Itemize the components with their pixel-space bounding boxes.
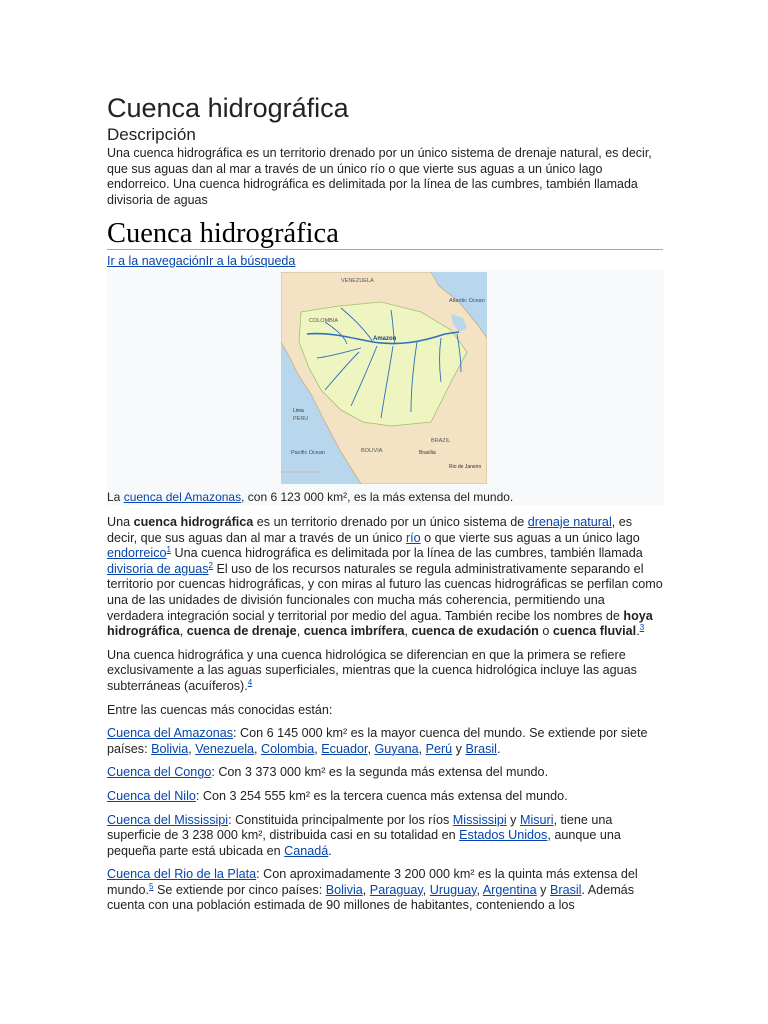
link-brasil[interactable]: Brasil: [465, 741, 497, 756]
link-ecuador[interactable]: Ecuador: [321, 741, 368, 756]
article-title: Cuenca hidrográfica: [107, 216, 663, 250]
link-cuenca-plata[interactable]: Cuenca del Rio de la Plata: [107, 867, 257, 882]
map-label-brazil: BRAZIL: [431, 438, 451, 444]
ref-1[interactable]: 1: [166, 545, 171, 554]
map-label-peru: PERU: [293, 416, 309, 422]
list-item-amazonas: Cuenca del Amazonas: Con 6 145 000 km² es la mayor cuenca del mundo. Se extiende por siete países: Bolivia, Venezuela, Colombia, Ecuador, Guyana, Perú y Brasil.: [107, 726, 648, 756]
link-plata-brasil[interactable]: Brasil: [549, 882, 582, 897]
paragraph-intro: Una cuenca hidrográfica es un territorio drenado por un único sistema de drenaje natural, es decir, que sus aguas dan al mar a través de un único río o que vierte sus aguas a un único lago endorreico$^1$ Una cuenca hidrográfica es delimitada por la línea de las cumbres, también llamada divisoria de aguas$^2$ El uso de los recursos naturales se regula administrativamente separando el territorio por cuencas hidrográficas, y con miras al futuro las cuencas hidrográficas se perfilan como una de las unidades de división funcionales con mucha más coherencia, permitiendo una verdadera integración social y territorial por medio del agua. También recibe los nombres de hoya hidrográfica, cuenca de drenaje, cuenca imbrífera, cuenca de exudación o cuenca fluvial.$^3$: [107, 515, 663, 639]
map-label-bolivia: BOLIVIA: [361, 448, 383, 454]
link-cuenca-congo[interactable]: Cuenca del Congo: [107, 765, 212, 780]
ref-2[interactable]: 2: [208, 560, 213, 570]
list-item-congo: Cuenca del Congo: Con 3 373 000 km² es la segunda más extensa del mundo.: [107, 765, 549, 780]
map-label-brasilia: Brasília: [419, 450, 436, 456]
link-bolivia[interactable]: Bolivia: [151, 741, 189, 756]
link-estados-unidos[interactable]: Estados Unidos: [459, 828, 548, 843]
link-misuri[interactable]: Misuri: [519, 812, 554, 827]
jump-links[interactable]: [107, 253, 295, 269]
ref-4[interactable]: 4: [247, 677, 253, 687]
map-label-atlantic: Atlantic Ocean: [449, 298, 485, 304]
list-item-nilo: Cuenca del Nilo: Con 3 254 555 km² es la tercera cuenca más extensa del mundo.: [107, 788, 568, 803]
link-cuenca-amazonas[interactable]: Cuenca del Amazonas: [107, 726, 234, 741]
link-uruguay[interactable]: Uruguay: [429, 882, 477, 897]
link-endorreico[interactable]: endorreico: [107, 546, 167, 561]
link-argentina[interactable]: Argentina: [482, 882, 537, 897]
list-item-mississipi: Cuenca del Mississipi: Constituida principalmente por los ríos Mississipi y Misuri, tiene una superficie de 3 238 000 km², distribuida casi en su totalidad en Estados Unidos, aunque una pequeña parte está ubicada en Canadá.: [107, 812, 621, 858]
paragraph-hidrologica: Una cuenca hidrográfica y una cuenca hidrológica se diferencian en que la primera se refiere exclusivamente a las aguas superficiales, mientras que la cuenca hidrológica incluye las aguas subterráneas (acuíferos).$^4$: [107, 647, 637, 693]
list-item-plata: Cuenca del Rio de la Plata: Con aproximadamente 3 200 000 km² es la quinta más extensa del mundo.$^5$ Se extiende por cinco países: Bolivia, Paraguay, Uruguay, Argentina y Brasil. Además cuenta con una población estimada de 90 millones de habitantes, conteniendo a los: [107, 867, 638, 913]
link-cuenca-nilo[interactable]: Cuenca del Nilo: [107, 788, 196, 803]
map-label-colombia: COLOMBIA: [309, 318, 339, 324]
link-guyana[interactable]: Guyana: [374, 741, 419, 756]
link-rio-mississipi[interactable]: Mississipi: [452, 812, 507, 827]
amazon-basin-map: [281, 272, 487, 484]
map-label-lima: Lima: [293, 408, 304, 414]
description-text: Una cuenca hidrográfica es un territorio drenado por un único sistema de drenaje natural, es decir, que sus aguas dan al mar a través de un único río o que vierte sus aguas a un único lago endorreico. Una cuenca hidrográfica es delimitada por la línea de las cumbres, también llamada divisoria de aguas: [107, 146, 652, 207]
link-paraguay[interactable]: Paraguay: [369, 882, 423, 897]
paragraph-list-intro: Entre las cuencas más conocidas están:: [107, 702, 333, 717]
caption-link-amazonas[interactable]: cuenca del Amazonas: [123, 490, 242, 504]
link-rio[interactable]: río: [405, 530, 421, 545]
caption-text-end: , con 6 123 000 km², es la más extensa del mundo.: [241, 490, 514, 504]
description-heading: Descripción: [107, 125, 196, 144]
ref-5[interactable]: 5: [149, 881, 154, 891]
link-drenaje-natural[interactable]: drenaje natural: [527, 515, 612, 529]
jump-links-text[interactable]: Ir a la navegaciónIr a la búsqueda: [107, 254, 296, 268]
document-title: Cuenca hidrográfica: [107, 93, 349, 123]
caption-text: La: [107, 490, 124, 504]
link-cuenca-mississipi[interactable]: Cuenca del Mississipi: [107, 812, 229, 827]
map-label-venezuela: VENEZUELA: [341, 278, 374, 284]
map-label-pacific: Pacific Ocean: [291, 450, 325, 456]
map-label-rio: Rio de Janeiro: [449, 464, 482, 470]
article-body: [107, 515, 664, 922]
ref-3[interactable]: 3: [639, 622, 645, 632]
link-canada[interactable]: Canadá: [284, 843, 329, 858]
link-peru[interactable]: Perú: [425, 741, 453, 756]
link-colombia[interactable]: Colombia: [261, 741, 315, 756]
link-divisoria-de-aguas[interactable]: divisoria de aguas: [107, 561, 209, 576]
link-plata-bolivia[interactable]: Bolivia: [325, 882, 363, 897]
link-venezuela[interactable]: Venezuela: [195, 741, 255, 756]
map-label-amazon: Amazon: [373, 336, 397, 342]
map-caption: [107, 489, 663, 505]
